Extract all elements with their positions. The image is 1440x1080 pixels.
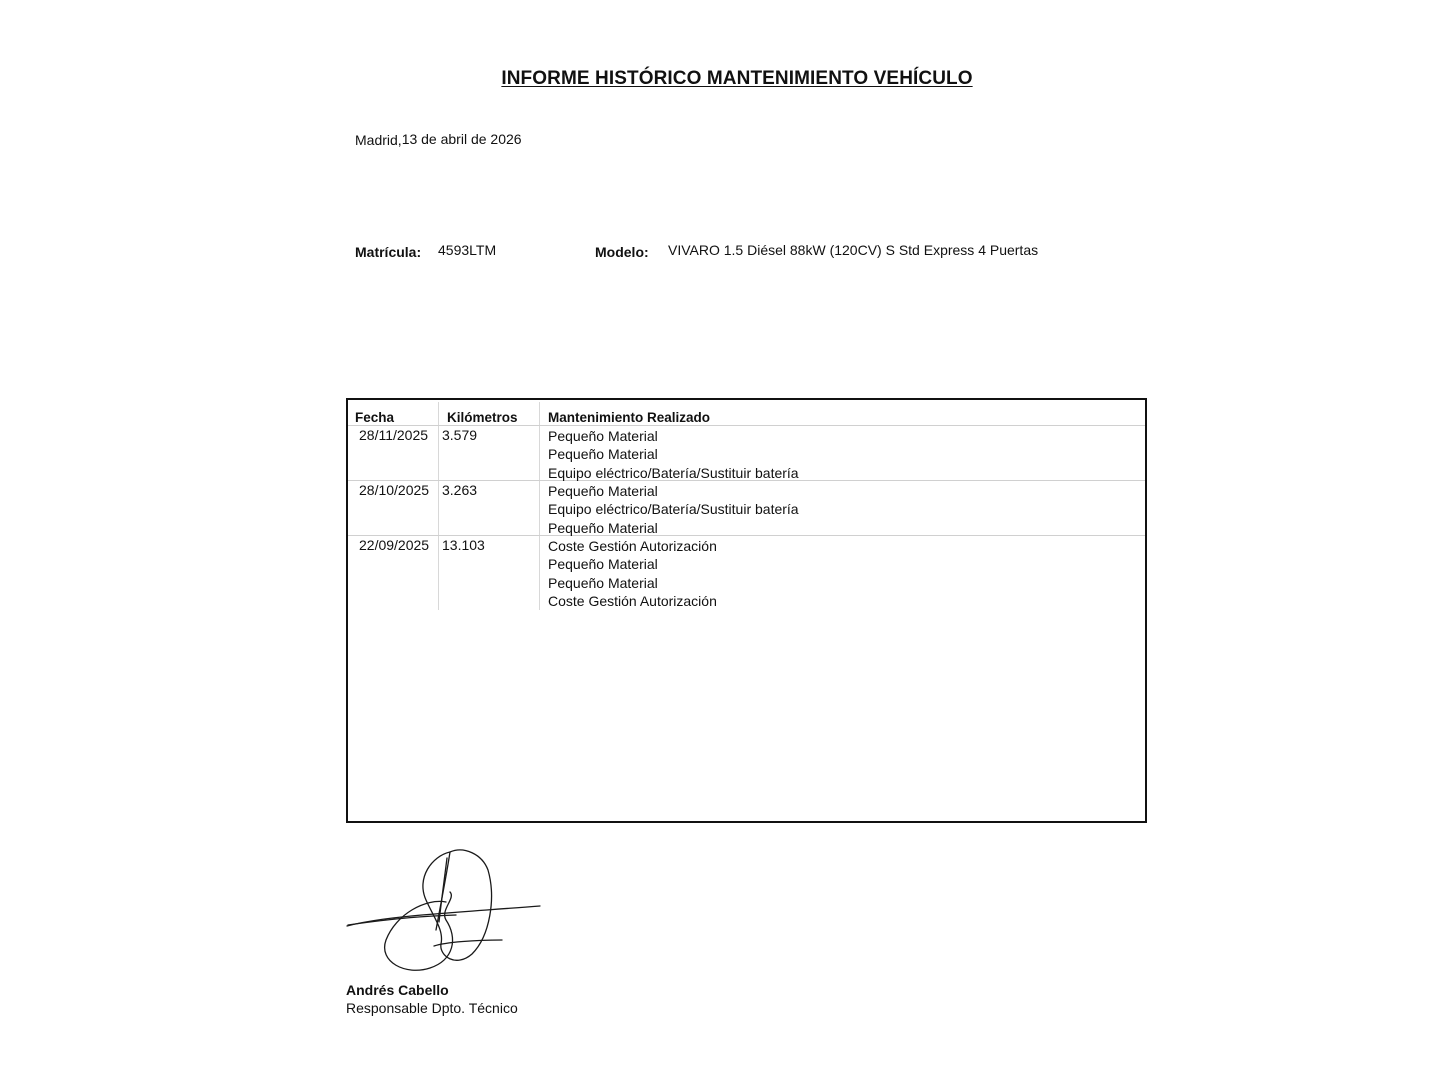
report-date: 13 de abril de 2026 xyxy=(401,131,522,147)
vehicle-info xyxy=(355,243,1115,265)
row-date: 28/10/2025 xyxy=(359,482,430,498)
maintenance-item: Equipo eléctrico/Batería/Sustituir batería xyxy=(548,464,799,481)
maintenance-item: Pequeño Material xyxy=(548,556,658,573)
row-km: 3.579 xyxy=(442,427,478,443)
table-row-3-items xyxy=(548,537,717,611)
maintenance-item: Pequeño Material xyxy=(548,483,658,499)
maintenance-item: Pequeño Material xyxy=(548,519,658,536)
maintenance-item: Pequeño Material xyxy=(548,446,658,463)
model-label: Modelo: xyxy=(595,244,649,260)
maintenance-table xyxy=(346,398,1147,823)
row-date: 22/09/2025 xyxy=(359,537,430,553)
signer-name: Andrés Cabello xyxy=(346,982,449,998)
column-divider xyxy=(539,402,540,610)
header-date: Fecha xyxy=(355,410,395,425)
model-value: VIVARO 1.5 Diésel 88kW (120CV) S Std Express 4 Puertas xyxy=(668,242,1039,258)
header-km: Kilómetros xyxy=(447,410,518,425)
maintenance-item: Coste Gestión Autorización xyxy=(548,538,717,554)
row-km: 13.103 xyxy=(442,537,485,553)
table-row-1-items xyxy=(548,427,799,482)
maintenance-item: Equipo eléctrico/Batería/Sustituir batería xyxy=(548,501,799,518)
header-maintenance: Mantenimiento Realizado xyxy=(548,410,711,425)
signature-icon xyxy=(346,848,542,974)
row-date: 28/11/2025 xyxy=(359,427,429,443)
place: Madrid, xyxy=(355,132,402,148)
maintenance-item: Pequeño Material xyxy=(548,428,658,444)
row-km: 3.263 xyxy=(442,482,478,498)
maintenance-item: Pequeño Material xyxy=(548,574,658,591)
report-title: INFORME HISTÓRICO MANTENIMIENTO VEHÍCULO xyxy=(501,68,973,89)
signer-role: Responsable Dpto. Técnico xyxy=(346,1000,518,1016)
place-date xyxy=(355,132,522,148)
maintenance-item: Coste Gestión Autorización xyxy=(548,593,717,610)
table-row-2-items xyxy=(548,482,799,537)
column-divider xyxy=(438,402,439,610)
plate-value: 4593LTM xyxy=(438,242,497,258)
plate-label: Matrícula: xyxy=(355,244,422,260)
